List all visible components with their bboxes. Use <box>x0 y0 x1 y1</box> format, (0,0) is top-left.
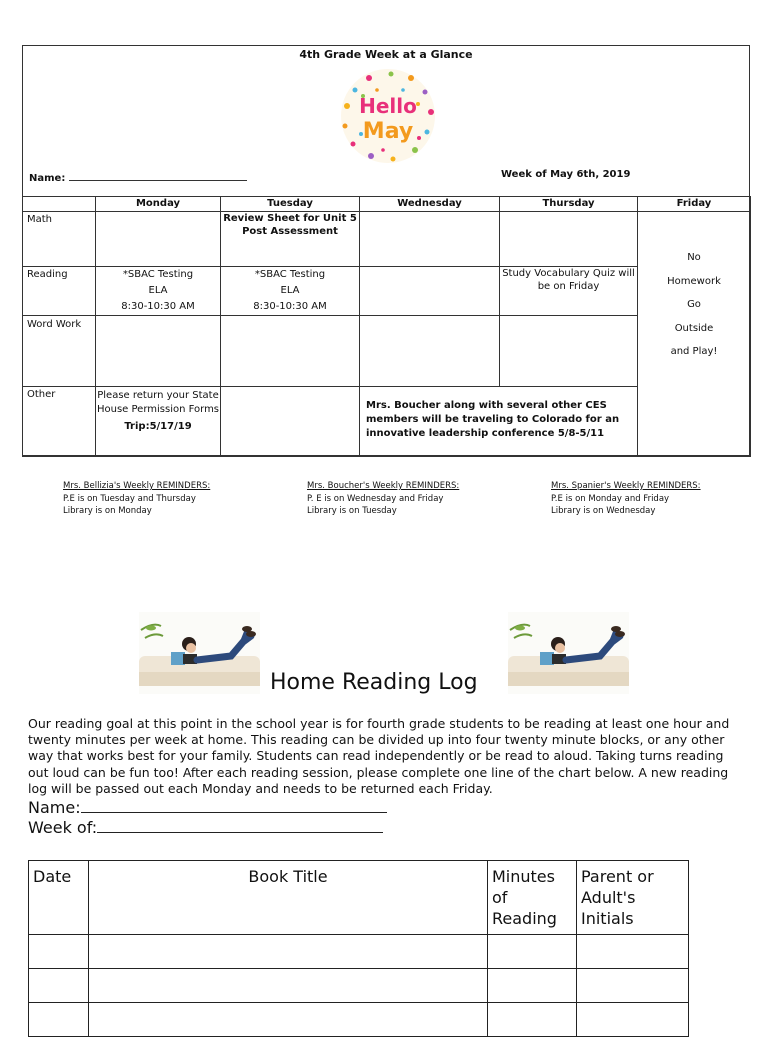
col-book-title: Book Title <box>89 861 488 935</box>
reminder-pe: P. E is on Wednesday and Friday <box>307 493 444 504</box>
log-cell[interactable] <box>89 1003 488 1037</box>
log-name-label: Name: <box>28 798 81 817</box>
week-at-a-glance <box>22 45 750 456</box>
banner-hello: Hello <box>359 94 417 118</box>
friday-note-line: and Play! <box>670 346 718 358</box>
reminder-bellizia <box>63 480 210 518</box>
subject-reading: Reading <box>23 267 96 316</box>
log-name-field <box>28 798 387 817</box>
math-thursday <box>500 212 638 267</box>
log-week-blank <box>97 818 383 833</box>
reading-thursday: Study Vocabulary Quiz will be on Friday <box>500 267 638 316</box>
log-cell[interactable] <box>577 969 689 1003</box>
log-entry-row <box>29 969 689 1003</box>
reminder-boucher <box>307 480 459 518</box>
friday-note <box>638 212 751 457</box>
reminder-library: Library is on Wednesday <box>551 506 656 516</box>
glance-name-blank <box>69 170 247 181</box>
day-tuesday: Tuesday <box>221 197 360 212</box>
reading-wednesday <box>360 267 500 316</box>
glance-title: 4th Grade Week at a Glance <box>299 48 473 61</box>
reminder-library: Library is on Monday <box>63 506 152 516</box>
sbac-line: 8:30-10:30 AM <box>253 301 327 312</box>
permission-form-note: Please return your State House Permission Forms <box>96 390 220 415</box>
sbac-line: ELA <box>280 285 300 296</box>
math-tuesday: Review Sheet for Unit 5 Post Assessment <box>221 212 360 267</box>
wordwork-wednesday <box>360 316 500 387</box>
subject-other: Other <box>23 387 96 457</box>
schedule-header-row <box>23 197 751 212</box>
wordwork-tuesday <box>221 316 360 387</box>
schedule-corner <box>23 197 96 212</box>
day-friday: Friday <box>638 197 751 212</box>
sbac-line: ELA <box>148 285 168 296</box>
friday-note-line: Homework <box>667 275 721 287</box>
log-cell[interactable] <box>29 969 89 1003</box>
friday-note-line: Outside <box>674 322 714 334</box>
math-wednesday <box>360 212 500 267</box>
girl-reading-photo <box>508 612 629 694</box>
conference-note: Mrs. Boucher along with several other CES members will be traveling to Colorado for an innovative leadership conference 5/8-5/11 <box>360 387 638 457</box>
other-monday <box>96 387 221 457</box>
hello-may-illustration <box>333 66 443 166</box>
log-week-label: Week of: <box>28 818 98 837</box>
other-tuesday <box>221 387 360 457</box>
reminder-pe: P.E is on Monday and Friday <box>551 493 670 504</box>
reading-goal-paragraph: Our reading goal at this point in the school year is for fourth grade students to be reading at least one hour and twenty minutes per week at home. This reading can be divided up into four twenty minute blocks, or any other way that works best for your family. Students can read independently or be read to aloud. Taking turns reading out loud can be fun too! After each reading session, please complete one line of the chart below. A new reading log will be passed out each Monday and needs to be returned each Friday. <box>28 716 730 796</box>
week-of-date: Week of May 6th, 2019 <box>501 169 631 180</box>
math-monday <box>96 212 221 267</box>
reminder-pe: P.E is on Tuesday and Thursday <box>63 493 196 504</box>
wordwork-thursday <box>500 316 638 387</box>
sbac-line: 8:30-10:30 AM <box>121 301 195 312</box>
log-cell[interactable] <box>577 1003 689 1037</box>
glance-name-field <box>29 170 247 184</box>
log-cell[interactable] <box>29 1003 89 1037</box>
log-header-row <box>29 861 689 935</box>
day-thursday: Thursday <box>500 197 638 212</box>
reading-log-title: Home Reading Log <box>270 670 478 695</box>
col-initials: Parent or Adult's Initials <box>577 861 689 935</box>
subject-word-work: Word Work <box>23 316 96 387</box>
math-row <box>23 212 751 267</box>
banner-may: May <box>362 119 414 144</box>
girl-reading-photo <box>139 612 260 694</box>
log-entry-row <box>29 1003 689 1037</box>
reminder-title: Mrs. Bellizia's Weekly REMINDERS: <box>63 481 211 491</box>
reading-log-table <box>28 860 689 1037</box>
reminder-spanier <box>551 480 701 518</box>
log-name-blank <box>81 798 387 813</box>
reminder-title: Mrs. Boucher's Weekly REMINDERS: <box>307 481 460 491</box>
log-cell[interactable] <box>577 935 689 969</box>
col-minutes: Minutes of Reading <box>488 861 577 935</box>
subject-math: Math <box>23 212 96 267</box>
log-cell[interactable] <box>488 969 577 1003</box>
reading-tuesday <box>221 267 360 316</box>
friday-note-line: Go <box>687 299 701 311</box>
day-wednesday: Wednesday <box>360 197 500 212</box>
log-cell[interactable] <box>89 935 488 969</box>
trip-date: Trip:5/17/19 <box>124 421 192 432</box>
reminder-library: Library is on Tuesday <box>307 506 397 516</box>
day-monday: Monday <box>96 197 221 212</box>
log-week-field <box>28 818 383 837</box>
log-cell[interactable] <box>89 969 488 1003</box>
friday-note-line: No <box>687 252 701 264</box>
log-cell[interactable] <box>29 935 89 969</box>
wordwork-monday <box>96 316 221 387</box>
log-cell[interactable] <box>488 935 577 969</box>
log-entry-row <box>29 935 689 969</box>
reading-monday <box>96 267 221 316</box>
weekly-schedule-table <box>22 196 751 457</box>
sbac-line: *SBAC Testing <box>122 269 194 280</box>
log-cell[interactable] <box>488 1003 577 1037</box>
reminder-title: Mrs. Spanier's Weekly REMINDERS: <box>551 481 701 491</box>
sbac-line: *SBAC Testing <box>254 269 326 280</box>
col-date: Date <box>29 861 89 935</box>
glance-name-label: Name: <box>29 173 66 184</box>
